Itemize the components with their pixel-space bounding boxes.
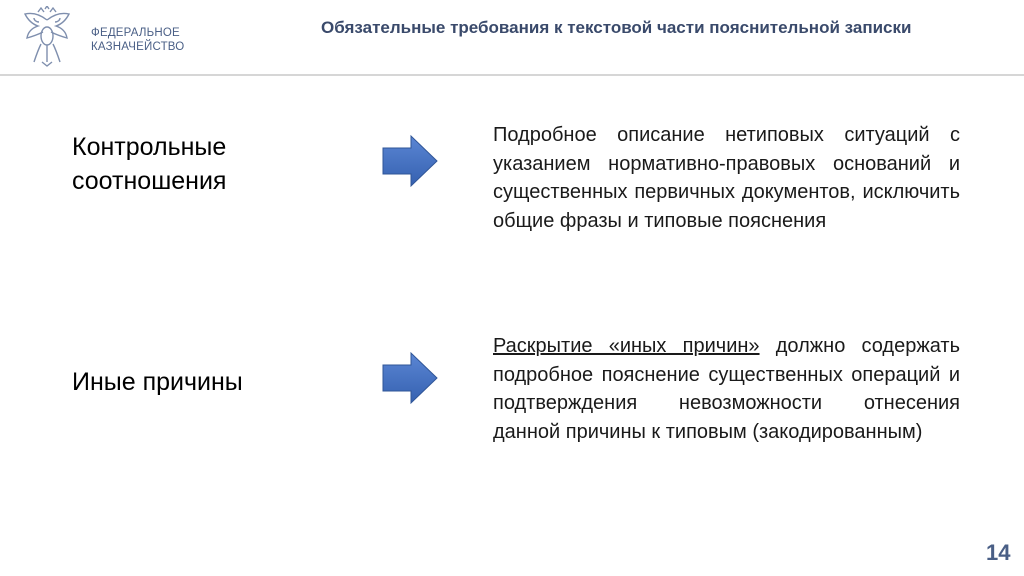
row1-label bbox=[72, 130, 226, 198]
header-divider bbox=[0, 74, 1024, 76]
row2-description bbox=[493, 332, 960, 446]
slide-title: Обязательные требования к текстовой части пояснительной записки bbox=[321, 18, 912, 37]
row1-description: Подробное описание нетиповых ситуаций с указанием нормативно-правовых оснований и существенных первичных документов, исключить общие фразы и типовые пояснения bbox=[493, 124, 960, 232]
row1-label-line1: Контрольные bbox=[72, 133, 227, 161]
row1-label-line2: соотношения bbox=[72, 167, 227, 195]
eagle-emblem-logo bbox=[22, 6, 72, 68]
row2-description-rest: должно содержать подробное пояснение существенных операций и подтверждения невозможности отнесения данной причины к типовым (закодированным) bbox=[493, 335, 960, 443]
org-name-line2: КАЗНАЧЕЙСТВО bbox=[91, 41, 185, 53]
page-number: 14 bbox=[986, 540, 1011, 565]
org-name-line1: ФЕДЕРАЛЬНОЕ bbox=[91, 27, 180, 39]
right-arrow-icon bbox=[381, 351, 439, 405]
right-arrow-icon bbox=[381, 134, 439, 188]
row2-label: Иные причины bbox=[72, 368, 243, 396]
slide-header bbox=[0, 0, 1024, 74]
row2-description-lead: Раскрытие «иных причин» bbox=[493, 335, 760, 357]
org-name bbox=[91, 26, 184, 54]
